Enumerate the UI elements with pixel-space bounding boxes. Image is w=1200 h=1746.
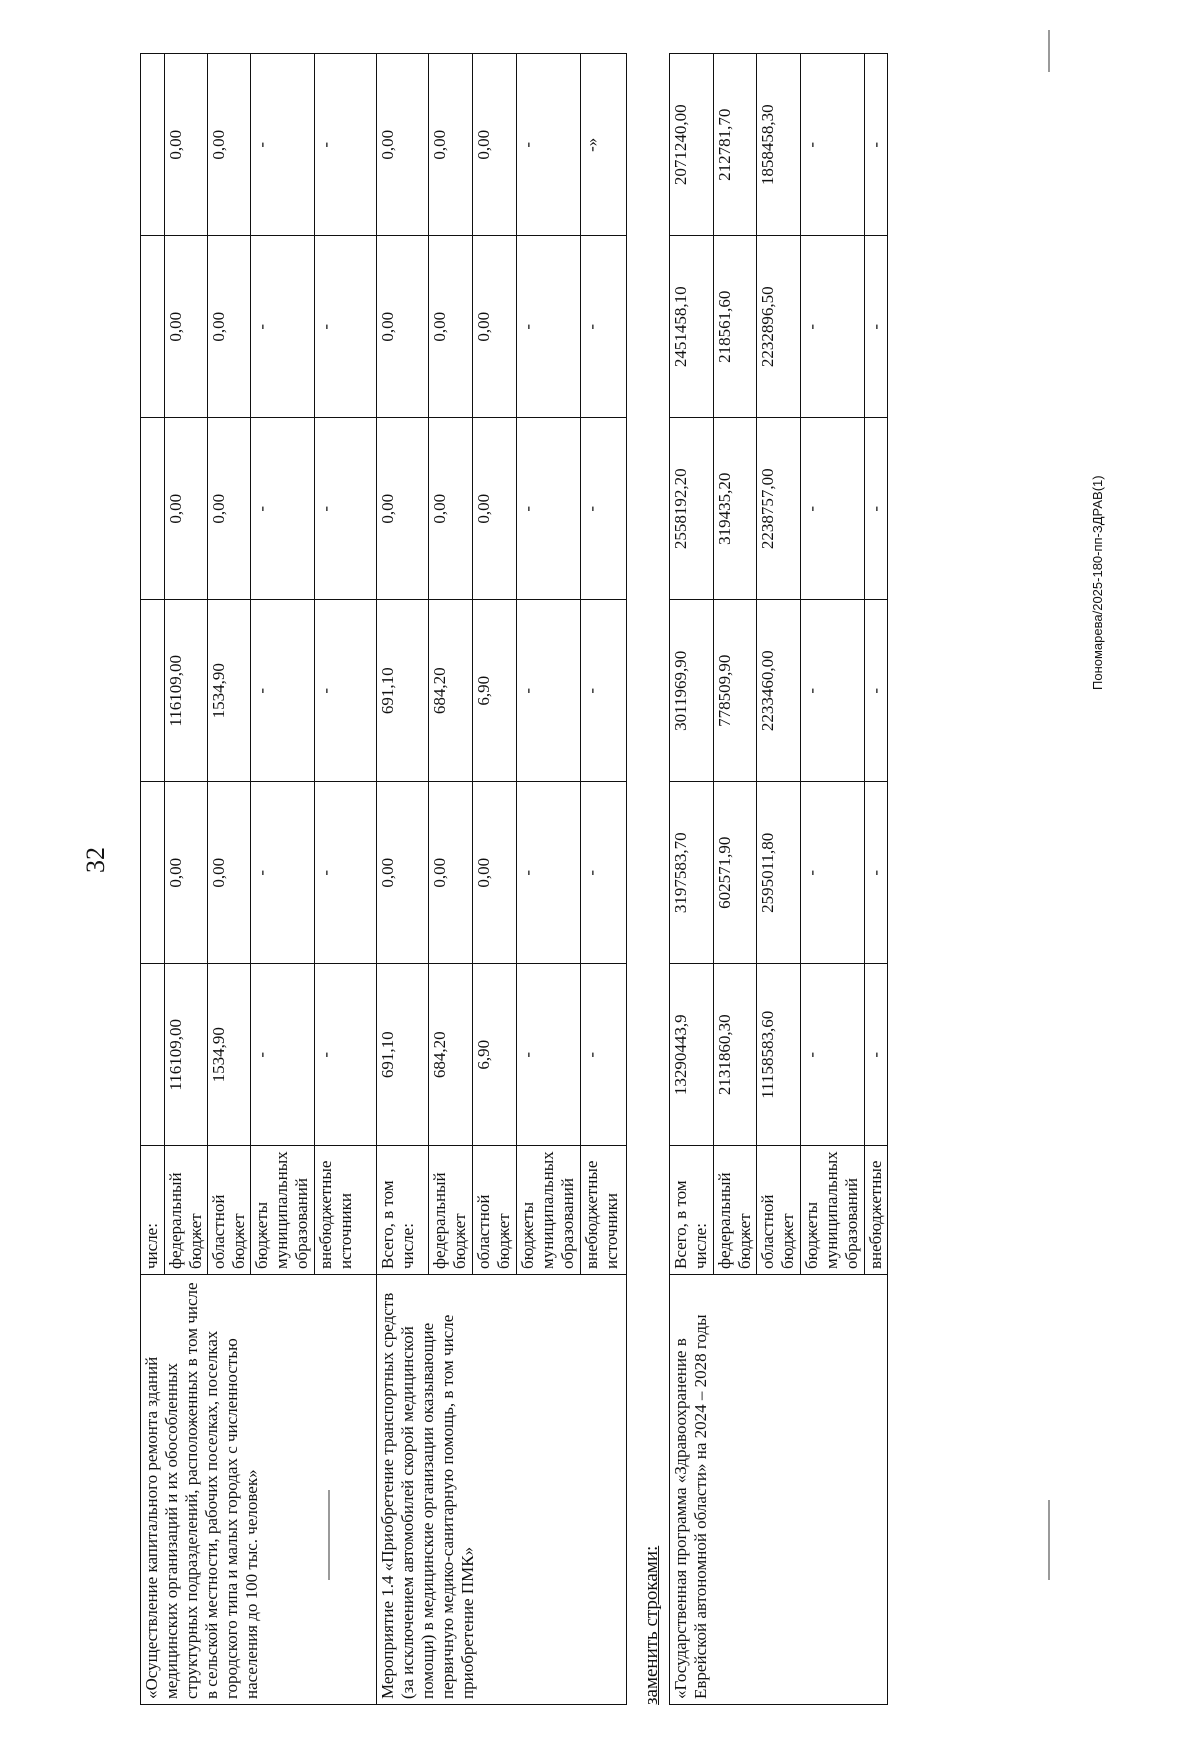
scan-mark — [1048, 30, 1050, 72]
rotated-content — [140, 15, 888, 1705]
value-cell — [141, 418, 165, 600]
footer-code: Пономарева/2025-180-пп-ЗДРАВ(1) — [1090, 475, 1105, 690]
value-cell: - — [581, 964, 627, 1146]
value-cell: 6,90 — [473, 600, 517, 782]
table-row — [377, 54, 429, 1705]
value-cell: - — [251, 236, 315, 418]
value-cell: - — [517, 418, 581, 600]
source-label: федеральный бюджет — [165, 1146, 208, 1275]
value-cell — [141, 600, 165, 782]
value-cell: 1534,90 — [208, 964, 251, 1146]
value-cell: - — [865, 782, 888, 964]
value-cell — [141, 54, 165, 236]
value-cell — [141, 964, 165, 1146]
value-cell: - — [801, 236, 865, 418]
value-cell: - — [801, 600, 865, 782]
source-label: областной бюджет — [757, 1146, 801, 1275]
value-cell: 0,00 — [377, 236, 429, 418]
value-cell: - — [251, 600, 315, 782]
value-cell: - — [315, 54, 377, 236]
value-cell: - — [517, 600, 581, 782]
value-cell: 13290443,9 — [670, 964, 714, 1146]
source-label: внебюджетные — [865, 1146, 888, 1275]
value-cell: - — [517, 964, 581, 1146]
value-cell: 0,00 — [429, 418, 473, 600]
measure-title: «Осуществление капитального ремонта зданий медицинских организаций и их обособленных структурных подразделений, расположенных в том числе в сельской местности, рабочих поселках, поселках городского типа и малых городах с численностью населения до 100 тыс. человек» — [141, 1275, 377, 1705]
value-cell: - — [517, 54, 581, 236]
value-cell: 0,00 — [165, 418, 208, 600]
value-cell: 2451458,10 — [670, 236, 714, 418]
value-cell: 0,00 — [473, 418, 517, 600]
value-cell: 2131860,30 — [714, 964, 757, 1146]
value-cell: 2595011,80 — [757, 782, 801, 964]
value-cell: 2233460,00 — [757, 600, 801, 782]
value-cell: 1534,90 — [208, 600, 251, 782]
value-cell: - — [581, 782, 627, 964]
value-cell: 0,00 — [208, 236, 251, 418]
value-cell: 319435,20 — [714, 418, 757, 600]
value-cell: - — [801, 964, 865, 1146]
scan-mark — [1048, 1500, 1050, 1580]
value-cell: 0,00 — [473, 236, 517, 418]
value-cell: - — [581, 236, 627, 418]
table-row — [141, 54, 165, 1705]
source-label: федеральный бюджет — [714, 1146, 757, 1275]
value-cell — [141, 236, 165, 418]
value-cell: - — [865, 236, 888, 418]
value-cell: 778509,90 — [714, 600, 757, 782]
source-label: Всего, в том числе: — [377, 1146, 429, 1275]
value-cell: - — [865, 54, 888, 236]
program-title: «Государственная программа «Здравоохранение в Еврейской автономной области» на 2024 – 2028 годы — [670, 1275, 888, 1705]
value-cell: 0,00 — [429, 782, 473, 964]
value-cell: - — [251, 418, 315, 600]
source-label: бюджеты муниципальных образований — [251, 1146, 315, 1275]
source-label: внебюджетные источники — [581, 1146, 627, 1275]
value-cell: - — [315, 964, 377, 1146]
value-cell: - — [517, 236, 581, 418]
value-cell: - — [581, 418, 627, 600]
value-cell: 684,20 — [429, 964, 473, 1146]
value-cell: - — [251, 54, 315, 236]
value-cell: - — [315, 782, 377, 964]
value-cell: - — [865, 418, 888, 600]
budget-table-existing — [140, 53, 627, 1705]
value-cell: 3011969,90 — [670, 600, 714, 782]
value-cell: 0,00 — [208, 782, 251, 964]
source-label: бюджеты муниципальных образований — [801, 1146, 865, 1275]
value-cell: 116109,00 — [165, 600, 208, 782]
value-cell: 11158583,60 — [757, 964, 801, 1146]
value-cell: 0,00 — [473, 782, 517, 964]
value-cell: - — [251, 964, 315, 1146]
value-cell: - — [581, 600, 627, 782]
value-cell: 0,00 — [165, 236, 208, 418]
value-cell: - — [315, 418, 377, 600]
value-cell: - — [865, 964, 888, 1146]
value-cell: 691,10 — [377, 964, 429, 1146]
source-label: внебюджетные источники — [315, 1146, 377, 1275]
value-cell: 602571,90 — [714, 782, 757, 964]
source-label: Всего, в том числе: — [670, 1146, 714, 1275]
value-cell: -» — [581, 54, 627, 236]
value-cell: 2238757,00 — [757, 418, 801, 600]
value-cell — [141, 782, 165, 964]
value-cell: 2558192,20 — [670, 418, 714, 600]
value-cell: 0,00 — [377, 54, 429, 236]
value-cell: 2071240,00 — [670, 54, 714, 236]
value-cell: - — [801, 418, 865, 600]
value-cell: 684,20 — [429, 600, 473, 782]
value-cell: - — [801, 54, 865, 236]
replace-caption — [641, 15, 667, 1705]
value-cell: - — [315, 600, 377, 782]
budget-table-replacement — [669, 53, 888, 1705]
value-cell: 3197583,70 — [670, 782, 714, 964]
value-cell: 116109,00 — [165, 964, 208, 1146]
source-label: федеральный бюджет — [429, 1146, 473, 1275]
value-cell: 0,00 — [377, 782, 429, 964]
value-cell: 2232896,50 — [757, 236, 801, 418]
value-cell: 0,00 — [165, 54, 208, 236]
value-cell: 1858458,30 — [757, 54, 801, 236]
value-cell: 0,00 — [429, 54, 473, 236]
value-cell: 6,90 — [473, 964, 517, 1146]
page-number: 32 — [81, 847, 110, 873]
source-label: областной бюджет — [208, 1146, 251, 1275]
source-label: числе: — [141, 1146, 165, 1275]
value-cell: 212781,70 — [714, 54, 757, 236]
source-label: областной бюджет — [473, 1146, 517, 1275]
value-cell: 0,00 — [208, 54, 251, 236]
value-cell: 218561,60 — [714, 236, 757, 418]
value-cell: - — [801, 782, 865, 964]
value-cell: - — [251, 782, 315, 964]
value-cell: 0,00 — [429, 236, 473, 418]
value-cell: 0,00 — [473, 54, 517, 236]
value-cell: 0,00 — [165, 782, 208, 964]
value-cell: - — [517, 782, 581, 964]
value-cell: 0,00 — [377, 418, 429, 600]
value-cell: 0,00 — [208, 418, 251, 600]
value-cell: 691,10 — [377, 600, 429, 782]
value-cell: - — [315, 236, 377, 418]
measure-title: Мероприятие 1.4 «Приобретение транспортных средств (за исключением автомобилей скорой медицинской помощи) в медицинские организации оказывающие первичную медико-санитарную помощь, в том числе приобретение ПМК» — [377, 1275, 627, 1705]
source-label: бюджеты муниципальных образований — [517, 1146, 581, 1275]
replace-caption-text: заменить строками: — [641, 1545, 662, 1705]
value-cell: - — [865, 600, 888, 782]
table-row — [670, 54, 714, 1705]
